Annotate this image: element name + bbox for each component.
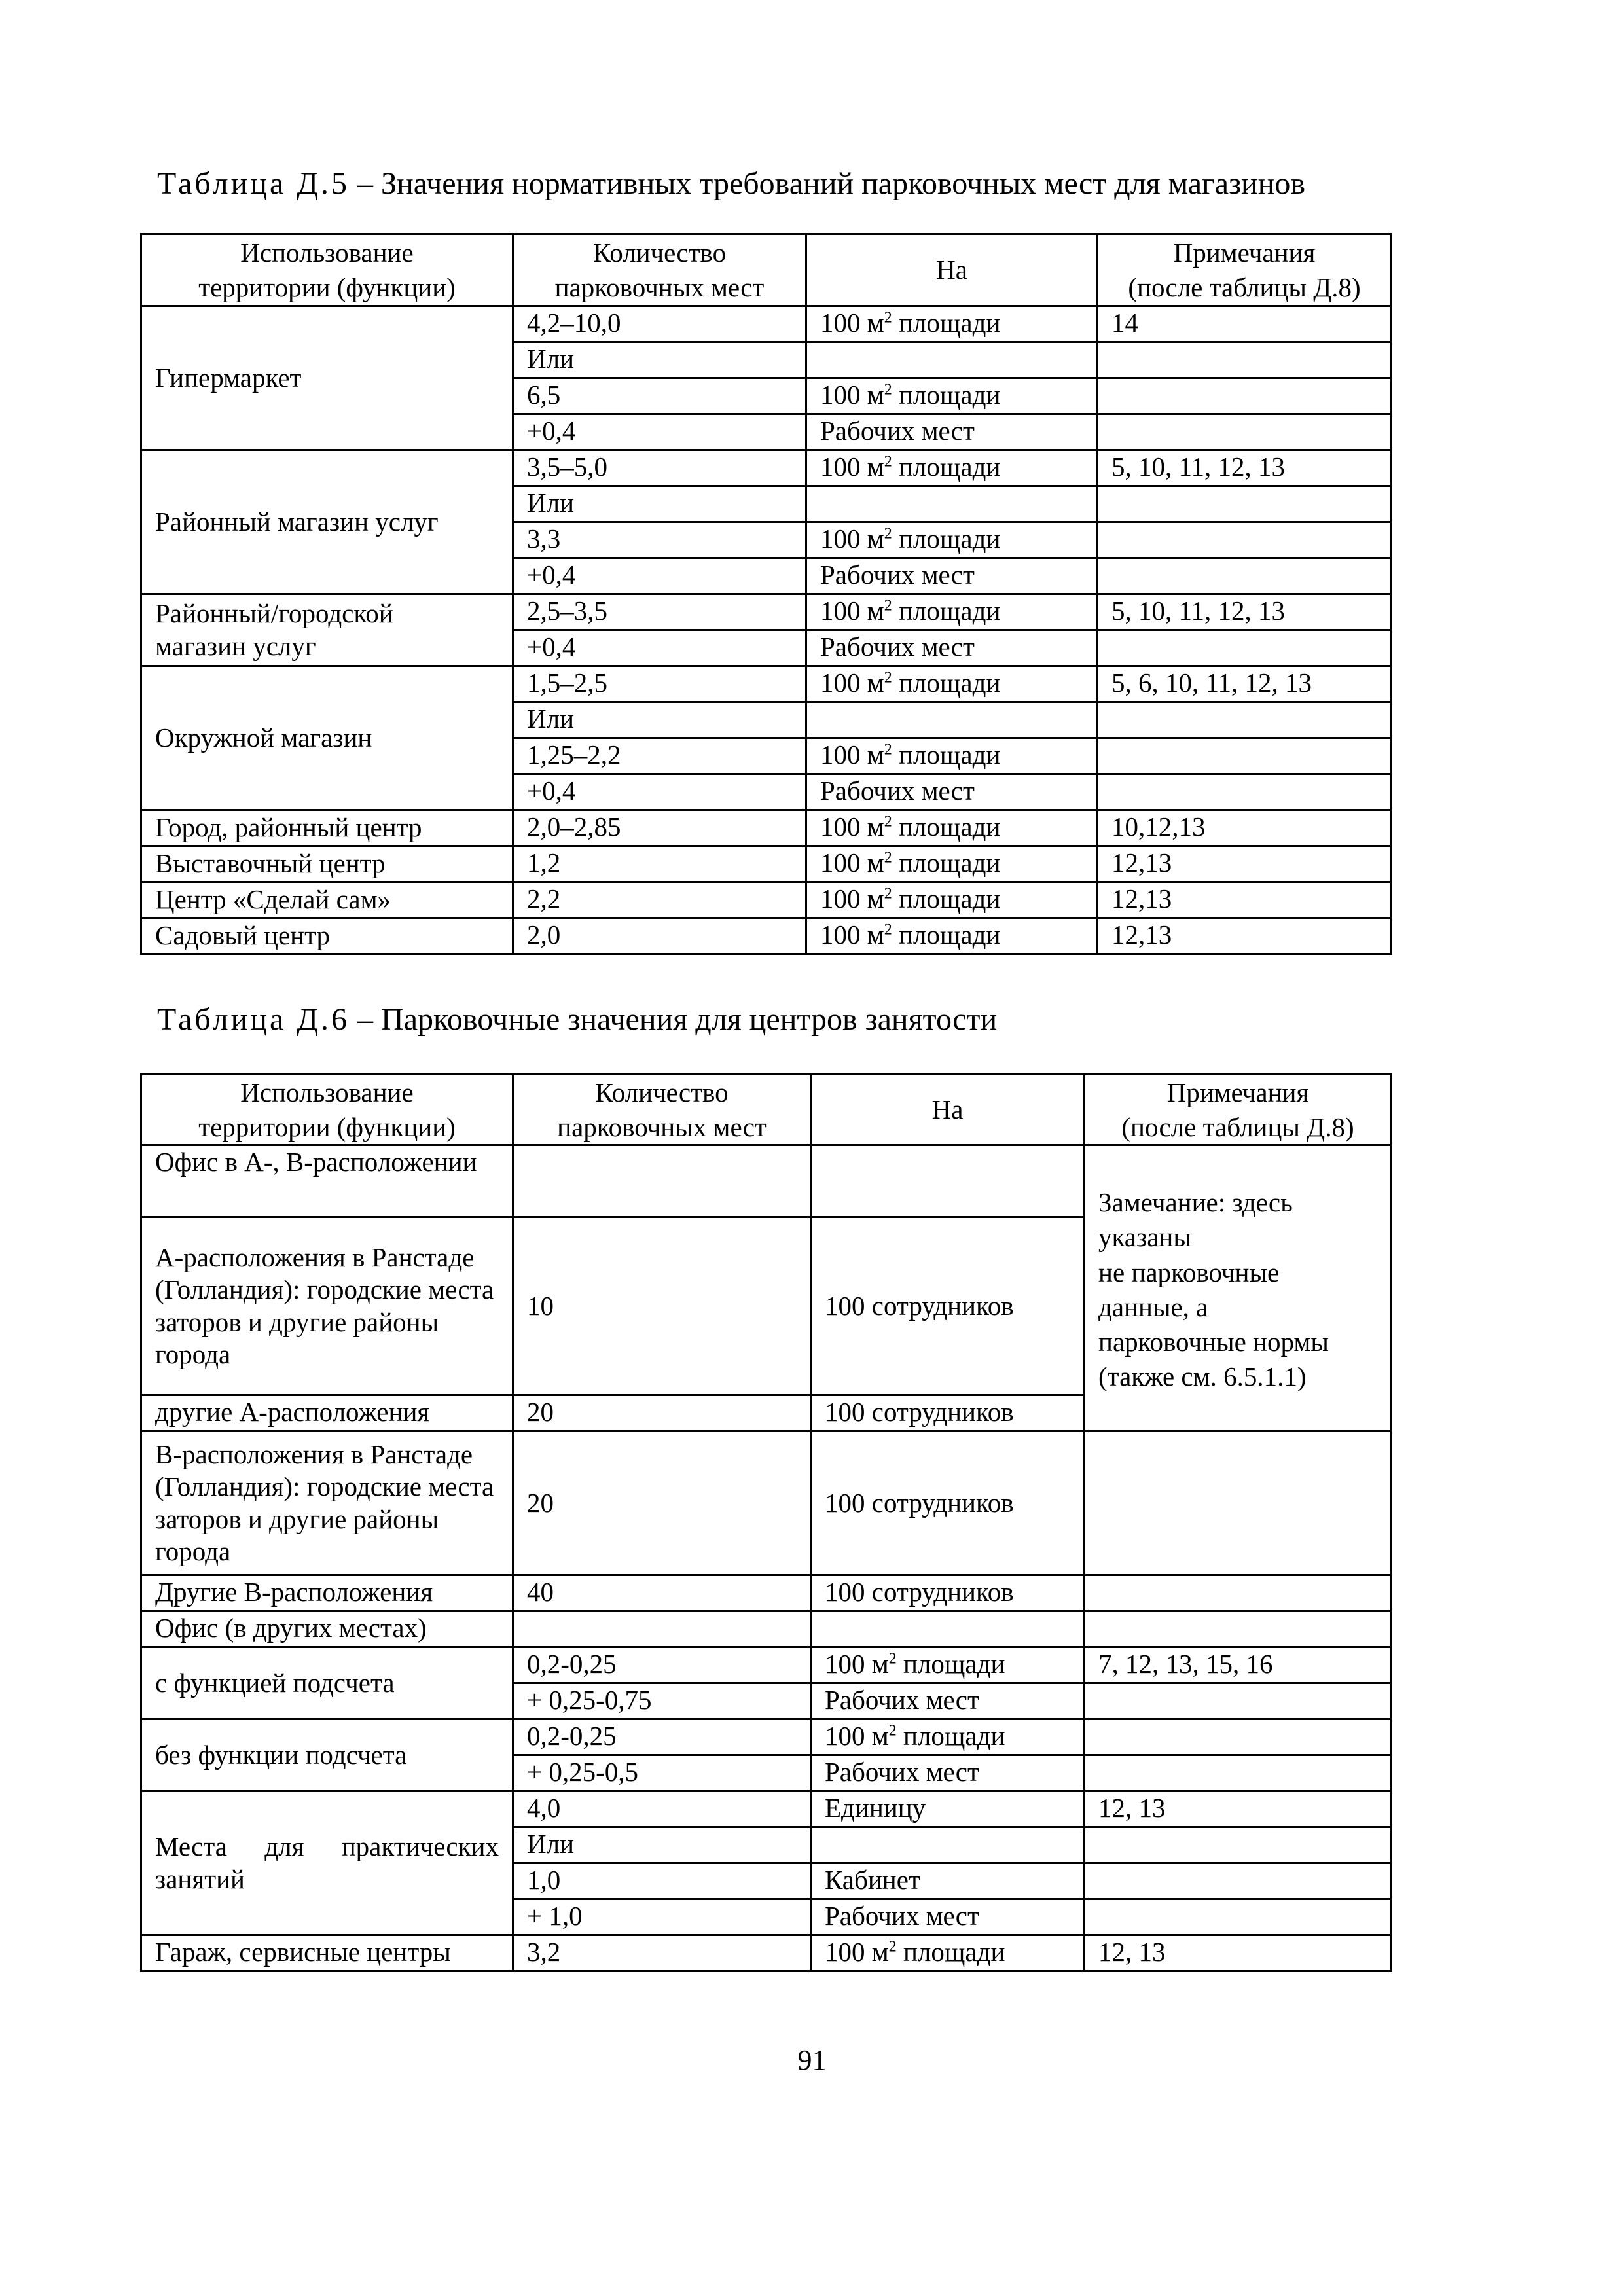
table-row <box>141 1431 1392 1575</box>
table-row <box>141 1719 1392 1755</box>
header-use-line1: Использование <box>240 1077 414 1108</box>
notes-cell <box>1098 342 1392 378</box>
header-use-line2: территории (функции) <box>198 1111 456 1142</box>
count-cell: 20 <box>513 1431 811 1575</box>
per-cell <box>806 594 1098 630</box>
header-count <box>513 234 806 306</box>
table-row <box>141 810 1392 846</box>
header-notes <box>1098 234 1392 306</box>
header-use-line1: Использование <box>240 238 414 268</box>
per-cell <box>811 1935 1085 1971</box>
per-text: Рабочих мест <box>820 416 975 446</box>
per-cell: 100 сотрудников <box>811 1575 1085 1611</box>
per-text: 100 м <box>820 740 884 770</box>
notes-cell <box>1085 1827 1392 1863</box>
notes-cell <box>1085 1683 1392 1719</box>
table-d6-header-row <box>141 1075 1392 1145</box>
per-cell <box>806 378 1098 414</box>
notes-cell: 12,13 <box>1098 882 1392 918</box>
per-cell <box>811 1827 1085 1863</box>
count-cell: 0,2-0,25 <box>513 1647 811 1683</box>
header-notes-line1: Примечания <box>1166 1077 1309 1108</box>
notes-cell: 14 <box>1098 306 1392 342</box>
count-cell: 4,0 <box>513 1791 811 1827</box>
use-cell: Места для практических занятий <box>141 1791 513 1935</box>
superscript: 2 <box>884 885 892 903</box>
notes-cell: 5, 10, 11, 12, 13 <box>1098 450 1392 486</box>
per-tail: площади <box>892 884 1001 914</box>
header-count-line1: Количество <box>592 238 727 268</box>
per-text: 100 м <box>820 308 884 338</box>
note-line: указаны <box>1098 1222 1191 1253</box>
notes-remark-cell <box>1085 1145 1392 1431</box>
per-cell <box>811 1145 1085 1217</box>
count-cell: 40 <box>513 1575 811 1611</box>
table2-caption-text: – Парковочные значения для центров занятости <box>350 1002 998 1037</box>
table-row <box>141 1575 1392 1611</box>
header-use <box>141 1075 513 1145</box>
table-row <box>141 306 1392 342</box>
per-tail: площади <box>892 848 1001 878</box>
per-cell: Рабочих мест <box>811 1683 1085 1719</box>
notes-cell <box>1098 630 1392 666</box>
notes-cell: 12,13 <box>1098 846 1392 882</box>
notes-cell: 10,12,13 <box>1098 810 1392 846</box>
per-text: 100 м <box>820 524 884 554</box>
count-cell: 6,5 <box>513 378 806 414</box>
table-d5-header-row <box>141 234 1392 306</box>
per-cell: 100 сотрудников <box>811 1431 1085 1575</box>
per-cell <box>806 666 1098 702</box>
header-use <box>141 234 513 306</box>
header-count-line1: Количество <box>595 1077 729 1108</box>
table1-caption <box>157 166 1305 202</box>
count-cell: Или <box>513 1827 811 1863</box>
table-row <box>141 450 1392 486</box>
notes-cell <box>1085 1431 1392 1575</box>
per-tail: площади <box>892 920 1001 950</box>
per-text: 100 м <box>820 380 884 410</box>
per-text: 100 м <box>825 1721 889 1751</box>
count-cell: 4,2–10,0 <box>513 306 806 342</box>
superscript: 2 <box>884 741 892 759</box>
per-tail: площади <box>892 452 1001 482</box>
per-text: 100 м <box>820 848 884 878</box>
use-cell: Гараж, сервисные центры <box>141 1935 513 1971</box>
use-cell <box>141 918 513 954</box>
superscript: 2 <box>884 921 892 939</box>
table-row <box>141 594 1392 630</box>
notes-cell <box>1085 1755 1392 1791</box>
notes-cell: 5, 10, 11, 12, 13 <box>1098 594 1392 630</box>
per-cell <box>806 342 1098 378</box>
use-cell: Офис в А-, В-расположении <box>141 1145 513 1217</box>
header-notes-line1: Примечания <box>1173 238 1316 268</box>
count-cell: Или <box>513 702 806 738</box>
per-text: 100 м <box>820 920 884 950</box>
count-cell: 1,2 <box>513 846 806 882</box>
notes-cell: 12,13 <box>1098 918 1392 954</box>
count-cell: 3,5–5,0 <box>513 450 806 486</box>
notes-cell <box>1098 414 1392 450</box>
per-cell <box>811 1647 1085 1683</box>
per-cell <box>806 414 1098 450</box>
table-row <box>141 1145 1392 1217</box>
table-d5-body <box>141 234 1392 954</box>
per-tail: площади <box>896 1721 1005 1751</box>
count-cell: 3,3 <box>513 522 806 558</box>
table-row <box>141 1935 1392 1971</box>
notes-cell <box>1098 774 1392 810</box>
per-cell <box>806 810 1098 846</box>
use-line: Окружной магазин <box>155 722 372 753</box>
use-cell <box>141 810 513 846</box>
per-text: 100 м <box>820 452 884 482</box>
per-cell: Рабочих мест <box>811 1899 1085 1935</box>
header-notes <box>1085 1075 1392 1145</box>
notes-cell: 12, 13 <box>1085 1791 1392 1827</box>
notes-cell <box>1098 702 1392 738</box>
superscript: 2 <box>888 1938 897 1956</box>
count-cell: 1,25–2,2 <box>513 738 806 774</box>
count-cell: 20 <box>513 1395 811 1431</box>
per-cell <box>806 558 1098 594</box>
count-cell: 1,5–2,5 <box>513 666 806 702</box>
superscript: 2 <box>884 597 892 615</box>
header-notes-line2: (после таблицы Д.8) <box>1121 1111 1354 1142</box>
per-tail: площади <box>892 308 1001 338</box>
table-row <box>141 918 1392 954</box>
per-text: 100 м <box>820 668 884 698</box>
note-line: Замечание: здесь <box>1098 1187 1293 1217</box>
per-cell <box>806 450 1098 486</box>
header-count-line2: парковочных мест <box>557 1111 767 1142</box>
per-cell <box>806 486 1098 522</box>
per-cell: 100 сотрудников <box>811 1395 1085 1431</box>
superscript: 2 <box>884 381 892 399</box>
count-cell: +0,4 <box>513 630 806 666</box>
table-d5 <box>140 233 1392 955</box>
per-cell: Кабинет <box>811 1863 1085 1899</box>
notes-cell <box>1098 522 1392 558</box>
per-tail: площади <box>892 380 1001 410</box>
notes-cell <box>1098 738 1392 774</box>
per-text: 100 м <box>825 1649 889 1679</box>
use-line: Центр «Сделай сам» <box>155 884 391 915</box>
per-cell <box>811 1611 1085 1647</box>
notes-cell: 12, 13 <box>1085 1935 1392 1971</box>
header-per: На <box>806 234 1098 306</box>
header-count-line2: парковочных мест <box>554 272 765 302</box>
per-text: 100 м <box>820 596 884 626</box>
count-cell: Или <box>513 486 806 522</box>
superscript: 2 <box>884 309 892 327</box>
header-count <box>513 1075 811 1145</box>
use-cell <box>141 882 513 918</box>
count-cell: + 0,25-0,75 <box>513 1683 811 1719</box>
superscript: 2 <box>884 813 892 831</box>
superscript: 2 <box>884 669 892 687</box>
superscript: 2 <box>884 525 892 543</box>
per-cell <box>806 522 1098 558</box>
use-cell: Офис (в других местах) <box>141 1611 513 1647</box>
count-cell: + 0,25-0,5 <box>513 1755 811 1791</box>
note-line: данные, а <box>1098 1291 1208 1322</box>
per-text: 100 м <box>820 812 884 842</box>
count-cell: +0,4 <box>513 558 806 594</box>
notes-cell <box>1098 378 1392 414</box>
per-tail: площади <box>892 812 1001 842</box>
per-cell <box>806 774 1098 810</box>
table-d6 <box>140 1073 1392 1972</box>
per-text: Рабочих мест <box>820 560 975 590</box>
use-line: Районный/городской <box>155 598 393 629</box>
count-cell: +0,4 <box>513 414 806 450</box>
count-cell: 0,2-0,25 <box>513 1719 811 1755</box>
use-line: Гипермаркет <box>155 362 302 393</box>
use-line: Город, районный центр <box>155 812 422 843</box>
per-cell: Единицу <box>811 1791 1085 1827</box>
count-cell: + 1,0 <box>513 1899 811 1935</box>
table1-caption-text: – Значения нормативных требований парковочных мест для магазинов <box>350 166 1306 201</box>
use-line: Районный магазин услуг <box>155 506 439 537</box>
use-cell: А-расположения в Ранстаде (Голландия): городские места заторов и другие районы города <box>141 1217 513 1395</box>
superscript: 2 <box>884 849 892 867</box>
notes-cell: 5, 6, 10, 11, 12, 13 <box>1098 666 1392 702</box>
count-cell <box>513 1611 811 1647</box>
use-cell <box>141 846 513 882</box>
use-cell <box>141 306 513 450</box>
use-cell: другие А-расположения <box>141 1395 513 1431</box>
table2-caption <box>157 1001 997 1037</box>
table-row <box>141 1611 1392 1647</box>
notes-cell <box>1098 558 1392 594</box>
superscript: 2 <box>888 1722 897 1740</box>
notes-cell: 7, 12, 13, 15, 16 <box>1085 1647 1392 1683</box>
superscript: 2 <box>888 1650 897 1668</box>
header-per: На <box>811 1075 1085 1145</box>
count-cell: 3,2 <box>513 1935 811 1971</box>
note-line: парковочные нормы <box>1098 1327 1329 1357</box>
per-cell <box>806 306 1098 342</box>
per-cell <box>806 738 1098 774</box>
table-row <box>141 882 1392 918</box>
table-row <box>141 846 1392 882</box>
table-row <box>141 666 1392 702</box>
notes-cell <box>1098 486 1392 522</box>
use-cell: Другие В-расположения <box>141 1575 513 1611</box>
header-use-line2: территории (функции) <box>198 272 456 302</box>
per-cell: Рабочих мест <box>811 1755 1085 1791</box>
per-cell <box>806 846 1098 882</box>
page-number: 91 <box>797 2044 827 2076</box>
note-line: не парковочные <box>1098 1257 1280 1287</box>
count-cell <box>513 1145 811 1217</box>
per-text: Рабочих мест <box>820 776 975 806</box>
use-cell <box>141 594 513 666</box>
per-cell <box>806 918 1098 954</box>
use-cell <box>141 450 513 594</box>
table-row <box>141 1791 1392 1827</box>
count-cell: +0,4 <box>513 774 806 810</box>
count-cell: Или <box>513 342 806 378</box>
notes-cell <box>1085 1863 1392 1899</box>
count-cell: 1,0 <box>513 1863 811 1899</box>
table-row <box>141 1647 1392 1683</box>
notes-cell <box>1085 1719 1392 1755</box>
use-cell: с функцией подсчета <box>141 1647 513 1719</box>
superscript: 2 <box>884 453 892 471</box>
use-line: Садовый центр <box>155 920 331 951</box>
use-cell <box>141 666 513 810</box>
use-line: Выставочный центр <box>155 848 386 879</box>
table2-caption-label: Таблица Д.6 <box>157 1002 350 1037</box>
per-cell <box>811 1719 1085 1755</box>
per-cell <box>806 630 1098 666</box>
table1-caption-label: Таблица Д.5 <box>157 166 350 201</box>
per-text: 100 м <box>820 884 884 914</box>
per-text: 100 м <box>825 1937 889 1967</box>
per-cell: 100 сотрудников <box>811 1217 1085 1395</box>
count-cell: 2,0–2,85 <box>513 810 806 846</box>
per-text: Рабочих мест <box>820 632 975 662</box>
header-notes-line2: (после таблицы Д.8) <box>1128 272 1361 302</box>
notes-cell <box>1085 1575 1392 1611</box>
note-line: (также см. 6.5.1.1) <box>1098 1361 1307 1392</box>
count-cell: 2,0 <box>513 918 806 954</box>
use-line: магазин услуг <box>155 630 316 661</box>
per-tail: площади <box>896 1937 1005 1967</box>
notes-cell <box>1085 1611 1392 1647</box>
notes-cell <box>1085 1899 1392 1935</box>
use-cell: В-расположения в Ранстаде (Голландия): городские места заторов и другие районы города <box>141 1431 513 1575</box>
count-cell: 10 <box>513 1217 811 1395</box>
count-cell: 2,2 <box>513 882 806 918</box>
per-tail: площади <box>892 524 1001 554</box>
per-tail: площади <box>892 668 1001 698</box>
per-tail: площади <box>892 740 1001 770</box>
per-cell <box>806 882 1098 918</box>
per-tail: площади <box>896 1649 1005 1679</box>
count-cell: 2,5–3,5 <box>513 594 806 630</box>
per-cell <box>806 702 1098 738</box>
use-cell: без функции подсчета <box>141 1719 513 1791</box>
per-tail: площади <box>892 596 1001 626</box>
